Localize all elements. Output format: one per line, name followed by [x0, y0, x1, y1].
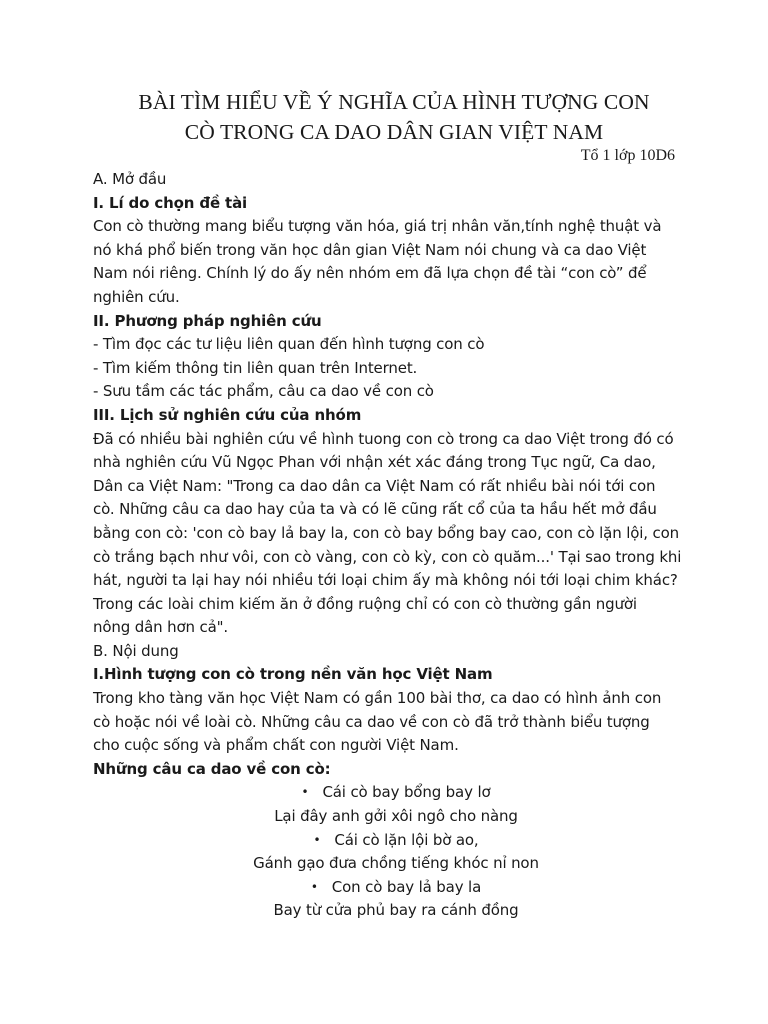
paragraph-line: Trong các loài chim kiếm ăn ở đồng ruộng chỉ có con cò thường gần người: [93, 594, 637, 613]
image-heading: I.Hình tượng con cò trong nền văn học Việt Nam: [93, 665, 493, 684]
paragraph-line: hát, người ta lại hay nói nhiều tới loại chim ấy mà không nói tới loại chim khác?: [93, 571, 678, 590]
bullet-icon: [311, 878, 332, 896]
method-item: - Tìm đọc các tư liệu liên quan đến hình tượng con cò: [93, 335, 485, 354]
document-title: [60, 87, 728, 147]
title-line-1: BÀI TÌM HIỂU VỀ Ý NGHĨA CỦA HÌNH TƯỢNG CON: [138, 90, 650, 114]
paragraph-line: Đã có nhiều bài nghiên cứu về hình tuong con cò trong ca dao Việt trong đó có: [93, 429, 674, 448]
poem-first-line: Cái cò lặn lội bờ ao,: [334, 830, 479, 849]
poem-line: [93, 829, 699, 853]
paragraph-line: cò trắng bạch như vôi, con cò vàng, con cò kỳ, con cò quăm...' Tại sao trong khi: [93, 547, 682, 566]
reason-heading: I. Lí do chọn đề tài: [93, 193, 248, 212]
paragraph-line: nghiên cứu.: [93, 287, 180, 306]
bullet-icon: [313, 831, 334, 849]
poem-line: Gánh gạo đưa chồng tiếng khóc nỉ non: [253, 854, 539, 873]
section-a-heading: A. Mở đầu: [93, 170, 167, 188]
paragraph-line: nó khá phổ biến trong văn học dân gian Việt Nam nói chung và ca dao Việt: [93, 240, 647, 259]
paragraph-line: cò. Những câu ca dao hay của ta và có lẽ cũng rất cổ của ta hầu hết mở đầu: [93, 500, 657, 519]
method-heading: II. Phương pháp nghiên cứu: [93, 311, 322, 330]
paragraph-line: Dân ca Việt Nam: "Trong ca dao dân ca Việt Nam có rất nhiều bài nói tới con: [93, 476, 656, 495]
paragraph-line: nhà nghiên cứu Vũ Ngọc Phan với nhận xét xác đáng trong Tục ngữ, Ca dao,: [93, 453, 656, 472]
title-line-2: CÒ TRONG CA DAO DÂN GIAN VIỆT NAM: [184, 120, 604, 144]
paragraph-line: Nam nói riêng. Chính lý do ấy nên nhóm em đã lựa chọn đề tài “con cò” để: [93, 264, 647, 283]
poems-heading: Những câu ca dao về con cò:: [93, 759, 331, 778]
paragraph-line: bằng con cò: 'con cò bay lả bay la, con cò bay bổng bay cao, con cò lặn lội, con: [93, 523, 679, 542]
history-heading: III. Lịch sử nghiên cứu của nhóm: [93, 405, 362, 424]
section-b-heading: B. Nội dung: [93, 641, 179, 660]
document-body: [93, 168, 683, 923]
poem-line: Bay từ cửa phủ bay ra cánh đồng: [273, 901, 519, 920]
poem-line: [93, 781, 699, 805]
paragraph-line: Trong kho tàng văn học Việt Nam có gần 100 bài thơ, ca dao có hình ảnh con: [93, 689, 662, 708]
paragraph-line: cho cuộc sống và phẩm chất con người Việt Nam.: [93, 736, 459, 755]
paragraph-line: cò hoặc nói về loài cò. Những câu ca dao về con cò đã trở thành biểu tượng: [93, 712, 650, 731]
poem-list: [93, 781, 699, 923]
poem-first-line: Con cò bay lả bay la: [331, 877, 482, 896]
poem-line: [93, 876, 699, 900]
poem-line: Lại đây anh gởi xôi ngô cho nàng: [274, 807, 518, 826]
group-label: Tổ 1 lớp 10D6: [580, 147, 675, 164]
bullet-icon: [302, 783, 323, 801]
method-item: - Sưu tầm các tác phẩm, câu ca dao về con cò: [93, 382, 434, 401]
method-item: - Tìm kiếm thông tin liên quan trên Internet.: [93, 358, 418, 377]
paragraph-line: nông dân hơn cả".: [93, 618, 228, 637]
paragraph-line: Con cò thường mang biểu tượng văn hóa, giá trị nhân văn,tính nghệ thuật và: [93, 217, 662, 236]
poem-first-line: Cái cò bay bổng bay lơ: [322, 783, 491, 802]
